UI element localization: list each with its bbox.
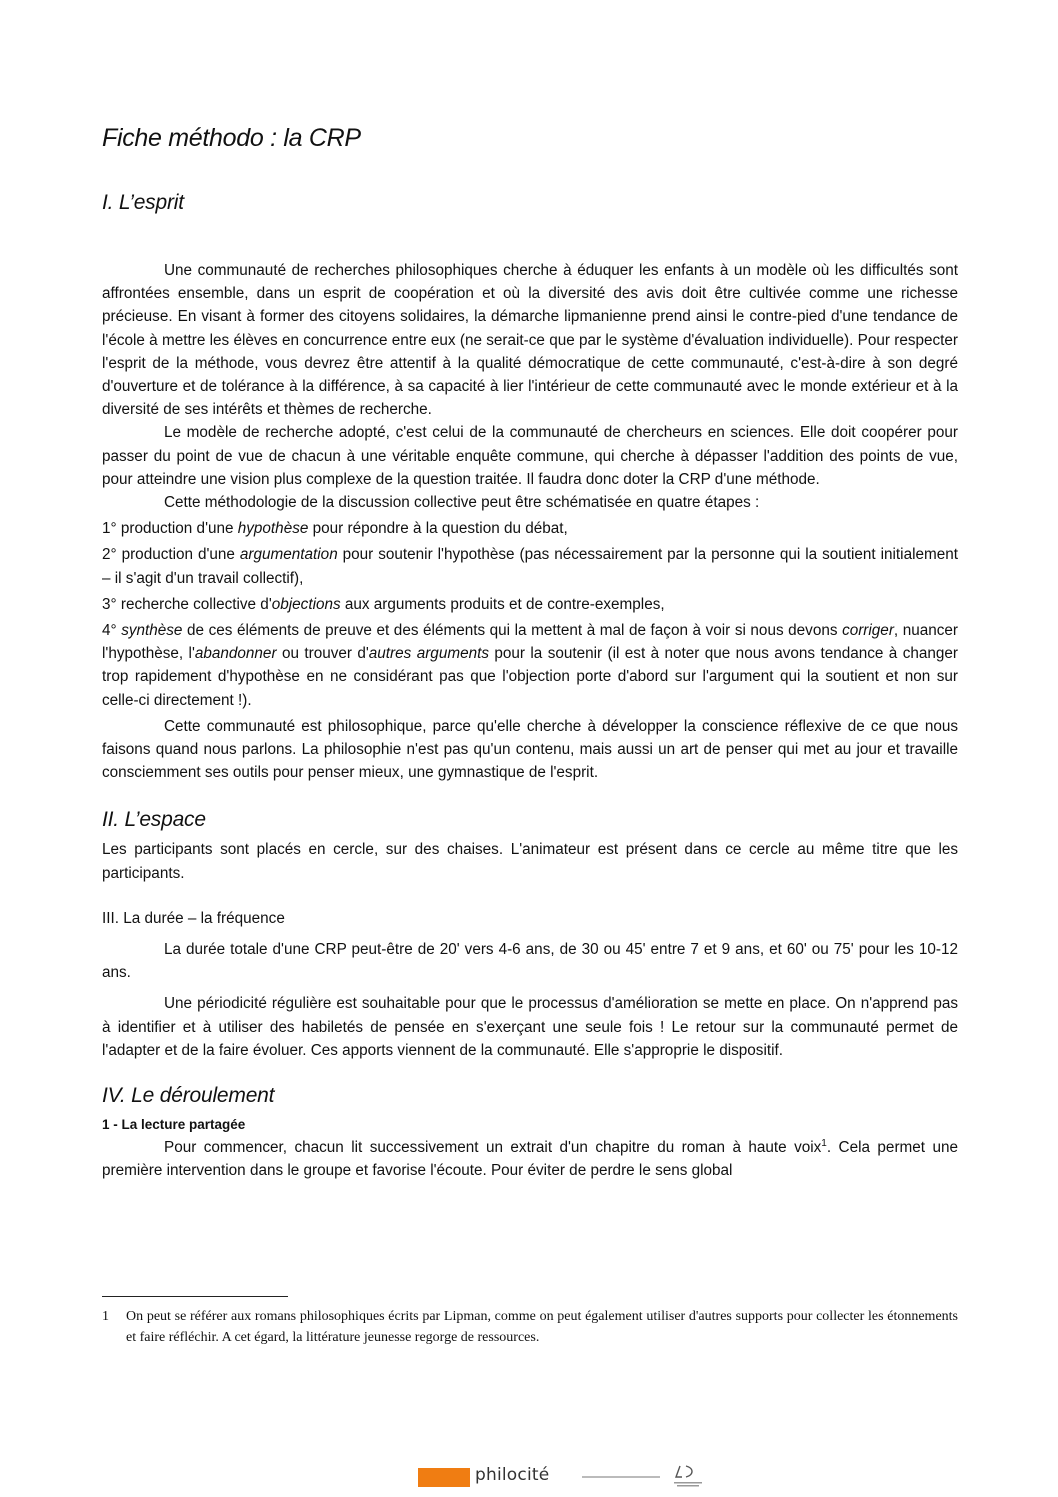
paragraph: Une communauté de recherches philosophiques cherche à éduquer les enfants à un modèle où les difficultés sont affrontées ensemble, dans un esprit de coopération et où la diversité des avis doit être cultivée comme une richesse précieuse. En visant à former des citoyens solidaires, la démarche lipmanienne prend ainsi le contre-pied d'une tendance de l'école à mettre les élèves en concurrence entre eux (ne serait-ce que par le système d'évaluation individuelle). Pour respecter l'esprit de la méthode, vous devrez être attentif à la qualité démocratique de cette communauté, c'est-à-dire à son degré d'ouverture et de tolérance à la différence, à sa capacité à lier l'intérieur de cette communauté avec le monde extérieur et à la diversité de ses intérêts et thèmes de recherche. xyxy=(102,262,958,419)
paragraph: Cette communauté est philosophique, parce qu'elle cherche à développer la conscience réflexive de ce que nous faisons quand nous parlons. La philosophie n'est pas qu'un contenu, mais aussi un art de penser qui met au jour et travaille consciemment ses outils pour penser mieux, une gymnastique de l'esprit. xyxy=(102,717,958,782)
section-title-duree: III. La durée – la fréquence xyxy=(102,909,285,927)
footnote-text: On peut se référer aux romans philosophiques écrits par Lipman, comme on peut également utiliser d'autres supports pour collecter les étonnements et faire réfléchir. A cet égard, la littérature jeunesse regorge de ressources. xyxy=(126,1309,958,1345)
partner-logo-icon xyxy=(668,1463,708,1489)
document-title: Fiche méthodo : la CRP xyxy=(102,124,361,152)
step-item-4: 4° synthèse de ces éléments de preuve et des éléments qui la mettent à mal de façon à voir si nous devons corriger, nuancer l'hypothèse, l'abandonner ou trouver d'autres arguments pour la soutenir (il est à noter que nous avons tendance à changer trop rapidement d'hypothèse en ne considérant pas que l'objection porte d'abord sur l'argument qui la soutient et non sur celle-ci directement !). xyxy=(102,622,959,709)
paragraph: Une périodicité régulière est souhaitable pour que le processus d'amélioration se mette en place. On n'apprend pas à identifier et à utiliser des habiletés de pensée en s'exerçant une seule fois ! Le retour sur la communauté permet de l'adapter et de la faire évoluer. Ces apports viennent de la communauté. Elle s'approprie le dispositif. xyxy=(102,995,958,1059)
paragraph: Pour commencer, chacun lit successivement un extrait d'un chapitre du roman à haute voix$^1$. Cela permet une première intervention dans le groupe et favorise l'écoute. Pour éviter de perdre le sens global xyxy=(102,1138,958,1180)
paragraph: La durée totale d'une CRP peut-être de 20' vers 4-6 ans, de 30 ou 45' entre 7 et 9 ans, et 60' ou 75' pour les 10-12 ans. xyxy=(102,941,958,982)
paragraph: Cette méthodologie de la discussion collective peut être schématisée en quatre étapes : xyxy=(164,494,760,512)
philocite-logo: philocité xyxy=(475,1465,550,1485)
footnote-reference: 1 xyxy=(821,1138,827,1149)
footnote-number: 1 xyxy=(102,1309,109,1324)
footnote-divider xyxy=(102,1296,288,1297)
logo-accent-bar xyxy=(418,1468,470,1487)
document-body xyxy=(102,124,958,1183)
subsection-title: 1 - La lecture partagée xyxy=(102,1117,246,1133)
partner-caption-graphic xyxy=(582,1474,662,1480)
paragraph: Le modèle de recherche adopté, c'est celui de la communauté de chercheurs en sciences. Elle doit coopérer pour passer du point de vue de chacun à une véritable enquête commune, qui cherche à dépasser l'addition des points de vue, pour atteindre une vision plus complexe de la question traitée. Il faudra donc doter la CRP d'une méthode. xyxy=(102,424,958,488)
step-item-2: 2° production d'une argumentation pour soutenir l'hypothèse (pas nécessairement par la personne qui la soutient initialement – il s'agit d'un travail collectif), xyxy=(102,546,958,587)
section-title-deroulement: IV. Le déroulement xyxy=(102,1084,275,1108)
page-footer xyxy=(418,1463,718,1491)
section-title-espace: II. L’espace xyxy=(102,808,206,832)
paragraph: Les participants sont placés en cercle, sur des chaises. L'animateur est présent dans ce cercle au même titre que les participants. xyxy=(102,841,958,882)
footnote xyxy=(102,1306,958,1348)
section-title-esprit: I. L’esprit xyxy=(102,191,184,214)
step-item-3: 3° recherche collective d'objections aux arguments produits et de contre-exemples, xyxy=(102,595,665,613)
step-item-1: 1° production d'une hypothèse pour répondre à la question du débat, xyxy=(102,520,568,538)
